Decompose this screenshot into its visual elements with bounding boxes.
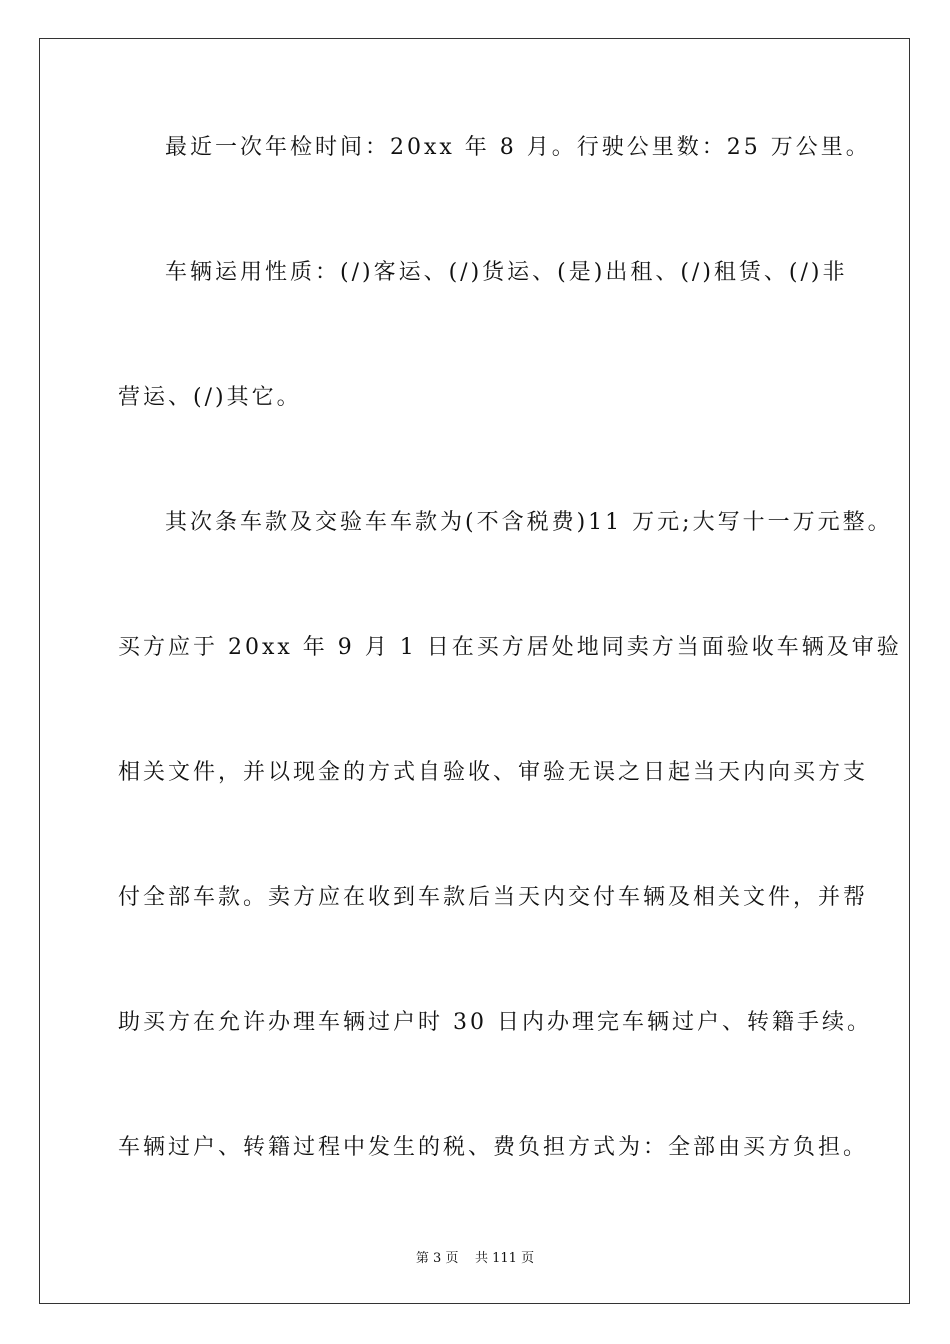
- page-border: [39, 38, 910, 1304]
- text-line-usage-nature-cont: 营运、(/)其它。: [118, 385, 302, 410]
- text-line-usage-nature: 车辆运用性质：(/)客运、(/)货运、(是)出租、(/)租赁、(/)非: [165, 260, 848, 285]
- text-line-price: 其次条车款及交验车车款为(不含税费)11 万元;大写十一万元整。: [165, 510, 893, 535]
- text-line-inspection: 最近一次年检时间：20xx 年 8 月。行驶公里数：25 万公里。: [165, 135, 871, 160]
- text-line-payment: 相关文件，并以现金的方式自验收、审验无误之日起当天内向买方支: [118, 760, 869, 785]
- text-line-delivery: 付全部车款。卖方应在收到车款后当天内交付车辆及相关文件，并帮: [118, 885, 869, 910]
- text-line-fees: 车辆过户、转籍过程中发生的税、费负担方式为：全部由买方负担。: [118, 1135, 869, 1160]
- text-line-inspection-date: 买方应于 20xx 年 9 月 1 日在买方居处地同卖方当面验收车辆及审验: [118, 635, 902, 660]
- page-number: 第 3 页 共 111 页: [415, 1251, 535, 1266]
- text-line-transfer: 助买方在允许办理车辆过户时 30 日内办理完车辆过户、转籍手续。: [118, 1010, 872, 1035]
